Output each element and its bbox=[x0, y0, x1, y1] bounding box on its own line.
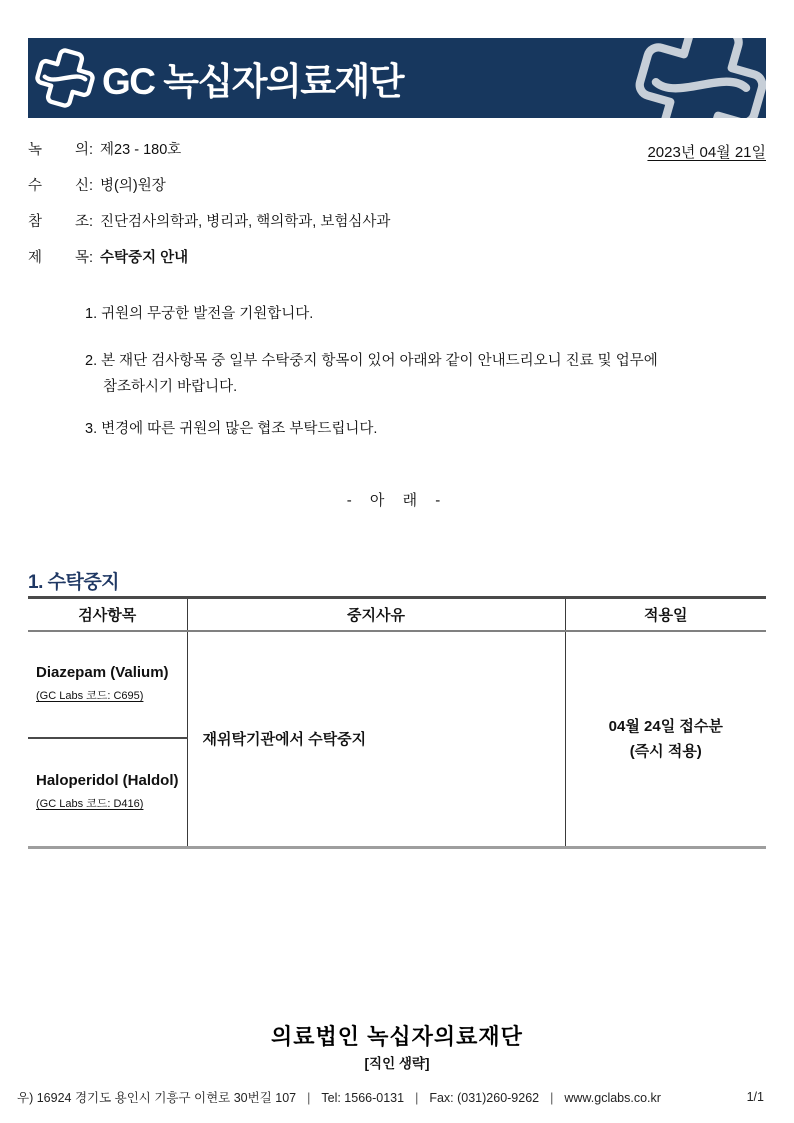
document-date: 2023년 04월 21일 bbox=[647, 144, 766, 161]
test-code: (GC Labs 코드: D416) bbox=[36, 798, 144, 811]
gc-cross-logo-icon bbox=[34, 47, 96, 109]
gc-cross-watermark-icon bbox=[632, 38, 766, 118]
paragraph-2-line1: 2. 본 재단 검사항목 중 일부 수탁중지 항목이 있어 아래와 같이 안내드리오니 진료 및 업무에 bbox=[85, 353, 658, 369]
column-header-test-item: 검사항목 bbox=[28, 598, 187, 631]
footer-website: www.gclabs.co.kr bbox=[564, 1091, 661, 1105]
table-row bbox=[28, 631, 766, 738]
footer-contact-left bbox=[17, 1088, 661, 1106]
meta-subject: 제 목: 수탁중지 안내 bbox=[28, 250, 189, 266]
test-name: Diazepam (Valium) bbox=[36, 664, 169, 681]
test-item-haloperidol bbox=[28, 738, 187, 848]
footer-tel: Tel: 1566-0131 bbox=[321, 1091, 405, 1105]
header-banner bbox=[28, 38, 766, 118]
cc-value: 진단검사의학과, 병리과, 핵의학과, 보험심사과 bbox=[100, 214, 391, 230]
meta-recipient: 수 신: 병(의)원장 bbox=[28, 178, 166, 194]
footer-address: 우) 16924 경기도 용인시 기흥구 이현로 30번길 107 bbox=[17, 1091, 297, 1105]
footer-separator: | bbox=[415, 1091, 419, 1105]
doc-number-value: 제23 - 180호 bbox=[100, 142, 182, 158]
column-header-reason: 중지사유 bbox=[187, 598, 565, 631]
paragraph-2 bbox=[85, 348, 730, 400]
below-marker: - 아 래 - bbox=[346, 492, 448, 509]
apply-date-cell bbox=[565, 631, 766, 848]
section-title-suspension: 1. 수탁중지 bbox=[28, 572, 120, 593]
recipient-value: 병(의)원장 bbox=[100, 178, 166, 194]
footer-organization: 의료법인 녹십자의료재단 bbox=[271, 1024, 523, 1049]
footer-contact-line bbox=[17, 1088, 764, 1106]
paragraph-2-line2: 참조하시기 바랍니다. bbox=[103, 379, 238, 395]
paragraph-3: 3. 변경에 따른 귀원의 많은 협조 부탁드립니다. bbox=[85, 421, 378, 437]
footer-seal-note: [직인 생략] bbox=[364, 1056, 430, 1071]
document-meta bbox=[28, 140, 390, 284]
test-item-diazepam bbox=[28, 631, 187, 738]
test-code: (GC Labs 코드: C695) bbox=[36, 690, 144, 702]
apply-date-line2: (즉시 적용) bbox=[629, 742, 702, 760]
brand-title: GC 녹십자의료재단 bbox=[102, 61, 403, 102]
meta-doc-number: 녹 의: 제23 - 180호 bbox=[28, 142, 182, 158]
test-name: Haloperidol (Haldol) bbox=[36, 772, 179, 790]
letter-body bbox=[85, 301, 730, 442]
meta-cc: 참 조: 진단검사의학과, 병리과, 핵의학과, 보험심사과 bbox=[28, 214, 391, 230]
table-header-row bbox=[28, 598, 766, 631]
footer-fax: Fax: (031)260-9262 bbox=[429, 1091, 540, 1105]
subject-value: 수탁중지 안내 bbox=[100, 250, 189, 266]
apply-date-line1: 04월 24일 접수분 bbox=[608, 717, 723, 735]
footer-separator: | bbox=[307, 1091, 311, 1105]
column-header-apply-date: 적용일 bbox=[565, 598, 766, 631]
footer-page-number: 1/1 bbox=[746, 1090, 764, 1104]
footer-separator: | bbox=[550, 1091, 554, 1105]
paragraph-1: 1. 귀원의 무궁한 발전을 기원합니다. bbox=[85, 306, 314, 322]
suspension-table bbox=[28, 596, 766, 849]
suspension-reason-cell: 재위탁기관에서 수탁중지 bbox=[187, 631, 565, 848]
